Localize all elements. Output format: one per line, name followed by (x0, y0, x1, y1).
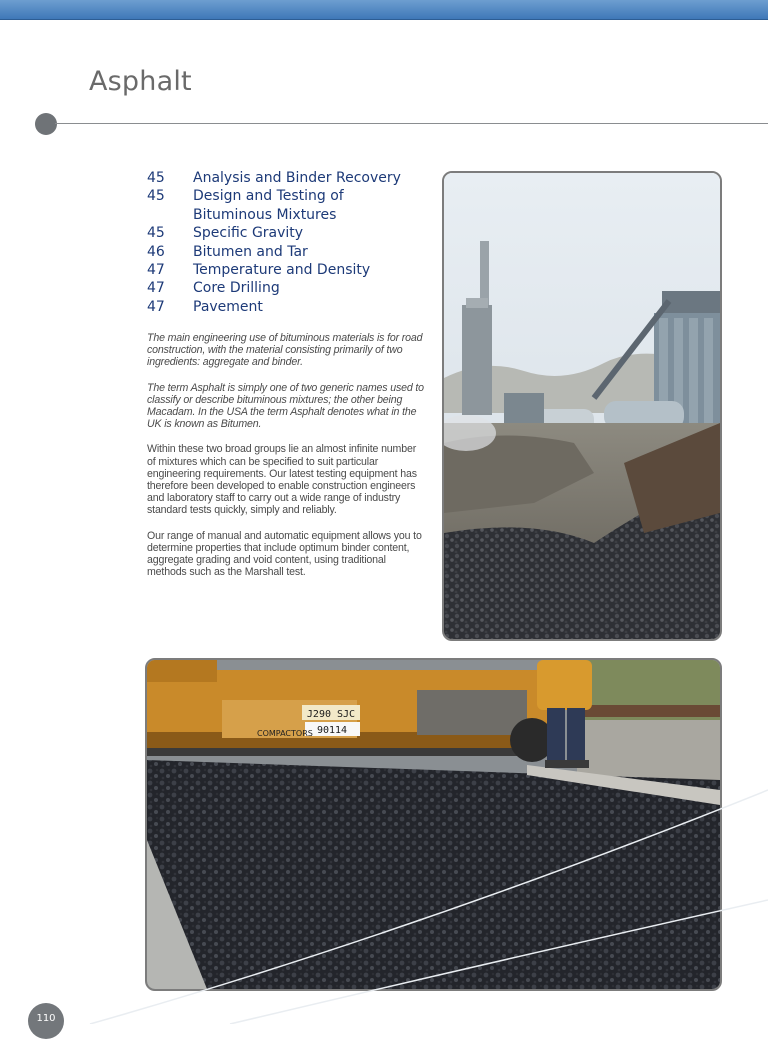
top-bar (0, 0, 768, 20)
intro-paragraph: The main engineering use of bituminous materials is for road construction, with the material consisting primarily of two ingredients: aggregate and binder. (147, 332, 423, 369)
toc-entry (147, 243, 427, 261)
toc-page-number: 47 (147, 298, 165, 315)
toc-page-number: 45 (147, 225, 165, 242)
toc-entry (147, 279, 427, 297)
toc-entry (147, 187, 427, 224)
toc-entry (147, 298, 427, 316)
toc-entry (147, 224, 427, 242)
page-title: Asphalt (89, 66, 192, 97)
machine-sign: COMPACTORS (257, 729, 313, 738)
body-paragraph: Our range of manual and automatic equipment allows you to determine properties that include optimum binder content, aggregate grading and void content, using traditional methods such as the Marshall test. (147, 529, 422, 579)
toc-entry (147, 261, 427, 279)
toc-label: Pavement (193, 298, 263, 315)
toc-label: Design and Testing of Bituminous Mixtures (193, 188, 344, 223)
road-paving-illustration (147, 660, 720, 989)
toc-label: Bitumen and Tar (193, 243, 308, 260)
machine-plate-top: J290 SJC (306, 709, 356, 720)
page-number: 110 (28, 1003, 64, 1039)
toc-label: Analysis and Binder Recovery (193, 170, 401, 186)
body-paragraph: Within these two broad groups lie an almost infinite number of mixtures which can be specified to suit particular engineering requirements. Our latest testing equipment has therefore been developed to enable construction engineers and laboratory staff to carry out a wide range of industry standard tests quickly, simply and reliably. (147, 443, 417, 517)
toc-page-number: 45 (147, 188, 165, 205)
intro-paragraph: The term Asphalt is simply one of two generic names used to classify or describe bituminous mixtures; the other being Macadam. In the USA the term Asphalt denotes what in the UK is known as Bitumen. (147, 381, 424, 431)
contents-list (147, 169, 427, 316)
toc-label: Specific Gravity (193, 225, 304, 242)
road-paving-photo (145, 658, 722, 991)
body-text (147, 332, 425, 591)
toc-label: Core Drilling (193, 280, 280, 297)
asphalt-plant-illustration (444, 173, 720, 639)
toc-page-number: 47 (147, 262, 165, 279)
asphalt-plant-photo (442, 171, 722, 641)
toc-page-number: 46 (147, 243, 165, 260)
title-rule (55, 123, 768, 124)
rule-dot (35, 113, 57, 135)
toc-page-number: 45 (147, 170, 165, 186)
toc-label: Temperature and Density (193, 262, 371, 279)
machine-plate-bottom: 90114 (316, 725, 348, 736)
toc-page-number: 47 (147, 280, 165, 297)
toc-entry (147, 169, 427, 187)
